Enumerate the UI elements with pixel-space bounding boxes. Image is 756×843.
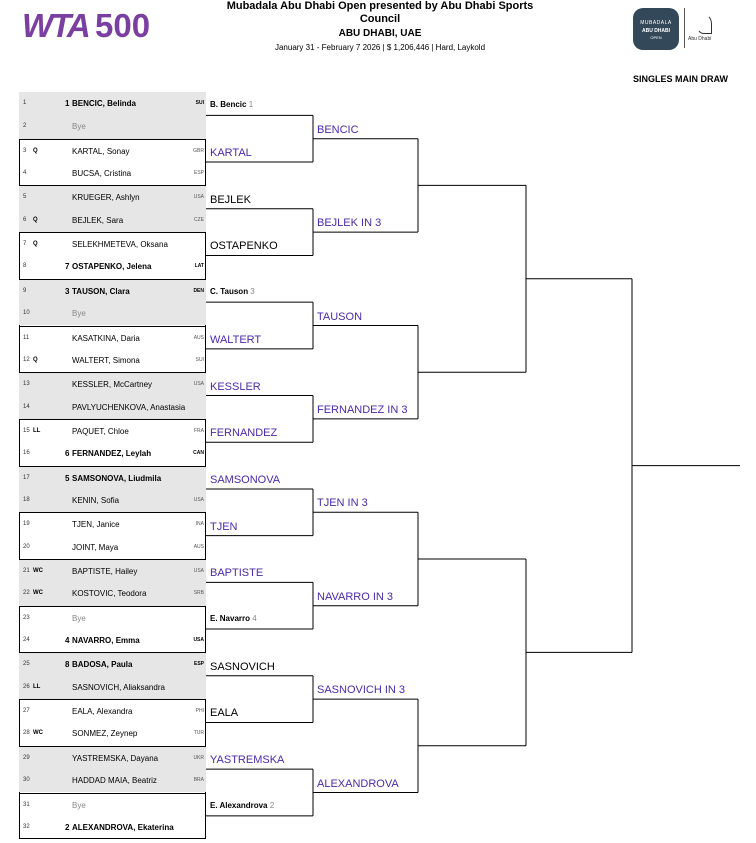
draw-position: 9 [23, 287, 27, 294]
draw-position: 14 [23, 403, 30, 410]
draw-position: 21 [23, 568, 30, 574]
round-2-winner: BENCIC [317, 123, 359, 136]
player-name: SAMSONOVA, Liudmila [72, 473, 162, 483]
entry-status: Q [33, 356, 38, 363]
draw-position: 23 [23, 614, 30, 621]
draw-position: 8 [23, 263, 27, 270]
player-name: BENCIC, Belinda [72, 99, 137, 108]
player-name: SONMEZ, Zeynep [72, 729, 138, 739]
winner-name: KESSLER [210, 380, 261, 393]
winner-seed: 3 [248, 287, 255, 297]
seed-number: 3 [65, 286, 70, 296]
winner-name: BEJLEK [210, 193, 251, 206]
country-code: CZE [194, 216, 204, 223]
winner-name: C. Tauson [210, 287, 249, 297]
player-name: EALA, Alexandra [72, 707, 133, 717]
country-code: USA [193, 496, 204, 503]
entry-status: WC [33, 590, 43, 597]
player-name: KARTAL, Sonay [72, 146, 130, 156]
country-code: DEN [193, 287, 204, 294]
draw-position: 6 [23, 216, 27, 223]
tournament-details: January 31 - February 7 2026 | $ 1,206,446 | Hard, Laykold [274, 43, 486, 52]
player-name: KOSTOVIC, Teodora [72, 589, 147, 599]
draw-position: 12 [23, 356, 30, 363]
country-code: CAN [193, 450, 204, 457]
country-code: USA [193, 568, 204, 574]
draw-position: 20 [23, 543, 30, 550]
player-name: OSTAPENKO, Jelena [72, 262, 152, 272]
player-name: HADDAD MAIA, Beatriz [72, 776, 157, 786]
abu-dhabi-logo-text: Abu Dhabi [688, 36, 712, 42]
round-2-winner: TAUSON [317, 310, 363, 323]
player-name: FERNANDEZ, Leylah [72, 449, 152, 459]
country-code: USA [193, 381, 204, 388]
player-name: Bye [72, 122, 86, 132]
player-name: BUCSA, Cristina [72, 169, 132, 179]
player-name: TAUSON, Clara [72, 286, 130, 296]
player-name: SELEKHMETEVA, Oksana [72, 240, 168, 250]
draw-position: 4 [23, 170, 27, 177]
winner-name: SASNOVICH [210, 660, 275, 673]
winner-name: EALA [210, 707, 239, 720]
country-code: ESP [193, 170, 204, 177]
player-name: ALEXANDROVA, Ekaterina [72, 822, 174, 832]
player-name: BAPTISTE, Hailey [72, 567, 138, 576]
draw-position: 24 [23, 637, 30, 644]
player-name: BEJLEK, Sara [72, 215, 124, 225]
entry-status: Q [33, 147, 38, 154]
winner-name: WALTERT [210, 333, 262, 346]
draw-title: SINGLES MAIN DRAW [632, 74, 728, 84]
draw-position: 10 [23, 310, 30, 317]
player-name: BADOSA, Paula [72, 660, 133, 670]
player-name: KENIN, Sofia [72, 495, 120, 505]
tournament-title: Mubadala Abu Dhabi Open presented by Abu Dhabi Sports Council [226, 0, 534, 25]
draw-position: 16 [23, 450, 30, 457]
country-code: PHI [195, 708, 204, 715]
round-2-winner: ALEXANDROVA [317, 777, 399, 790]
player-name: KESSLER, McCartney [72, 380, 153, 390]
seed-number: 8 [65, 660, 70, 670]
country-code: SUI [195, 356, 204, 363]
entry-status: WC [33, 568, 43, 574]
draw-position: 15 [23, 427, 30, 434]
round-2-winner: FERNANDEZ IN 3 [317, 403, 408, 416]
seed-number: 5 [65, 473, 70, 483]
winner-seed: 2 [267, 800, 275, 810]
winner-name: BAPTISTE [210, 567, 264, 580]
draw-position: 3 [23, 147, 27, 154]
round-2-winner: BEJLEK IN 3 [317, 217, 382, 230]
entry-status: WC [33, 730, 43, 737]
draw-position: 22 [23, 590, 30, 597]
country-code: SRB [193, 590, 204, 597]
tournament-city: ABU DHABI, UAE [338, 28, 422, 39]
entry-status: LL [33, 427, 41, 434]
draw-position: 11 [23, 334, 30, 341]
badge-line-3: OPEN [650, 35, 662, 40]
country-code: UKR [193, 754, 204, 761]
winner-name: YASTREMSKA [210, 754, 285, 767]
player-name: JOINT, Maya [72, 542, 119, 552]
draw-position: 32 [23, 823, 30, 830]
badge-line-2: ABU DHABI [641, 28, 671, 34]
draw-position: 28 [23, 730, 30, 737]
country-code: BRA [193, 777, 204, 784]
winner-seed: 4 [250, 614, 257, 624]
seed-number: 1 [65, 99, 70, 108]
seed-number: 6 [65, 449, 70, 459]
player-name: KRUEGER, Ashlyn [72, 193, 140, 203]
wta-logo-text: WTA [22, 7, 89, 44]
country-code: AUS [193, 543, 204, 550]
player-name: Bye [72, 800, 86, 810]
country-code: ESP [193, 661, 204, 668]
player-name: SASNOVICH, Aliaksandra [72, 682, 165, 692]
winner-name: B. Bencic [210, 100, 247, 110]
country-code: INA [195, 521, 204, 528]
draw-position: 1 [23, 100, 27, 106]
draw-position: 29 [23, 754, 30, 761]
winner-name: SAMSONOVA [210, 473, 281, 486]
draw-position: 19 [23, 521, 30, 528]
draw-position: 17 [23, 474, 30, 481]
player-name: TJEN, Janice [72, 520, 120, 530]
seed-number: 4 [65, 636, 70, 646]
draw-position: 5 [23, 194, 27, 201]
entry-status: Q [33, 216, 38, 223]
winner-name: KARTAL [210, 147, 252, 160]
draw-position: 18 [23, 496, 30, 503]
player-name: Bye [72, 613, 86, 623]
player-name: PAVLYUCHENKOVA, Anastasia [72, 402, 186, 412]
entry-status: LL [33, 683, 41, 690]
country-code: LAT [194, 263, 204, 270]
entry-status: Q [33, 241, 38, 248]
draw-position: 26 [23, 683, 30, 690]
country-code: FRA [194, 427, 204, 434]
draw-position: 2 [23, 123, 27, 130]
player-name: KASATKINA, Daria [72, 333, 140, 343]
winner-name: E. Navarro [210, 614, 251, 624]
winner-name: FERNANDEZ [210, 427, 278, 440]
draw-position: 31 [23, 801, 30, 808]
draw-position: 13 [23, 381, 30, 388]
round-2-winner: TJEN IN 3 [317, 497, 368, 510]
winner-name: TJEN [210, 520, 238, 533]
badge-line-1: MUBADALA [640, 20, 672, 26]
country-code: SUI [195, 100, 204, 106]
country-code: GBR [193, 147, 204, 154]
country-code: AUS [193, 334, 204, 341]
player-name: WALTERT, Simona [72, 355, 140, 365]
winner-seed: 1 [246, 100, 254, 110]
seed-number: 7 [65, 262, 70, 272]
player-name: Bye [72, 309, 86, 319]
draw-position: 27 [23, 708, 30, 715]
round-2-winner: SASNOVICH IN 3 [317, 684, 406, 697]
winner-name: OSTAPENKO [210, 240, 278, 253]
seed-number: 2 [65, 822, 70, 832]
round-2-winner: NAVARRO IN 3 [317, 590, 393, 603]
player-name: YASTREMSKA, Dayana [72, 753, 159, 763]
country-code: USA [193, 637, 204, 644]
country-code: TUR [193, 730, 204, 737]
player-name: NAVARRO, Emma [72, 636, 140, 646]
draw-position: 25 [23, 661, 30, 668]
draw-position: 30 [23, 777, 30, 784]
draw-position: 7 [23, 241, 27, 248]
country-code: USA [193, 194, 204, 201]
winner-name: E. Alexandrova [210, 800, 268, 810]
player-name: PAQUET, Chloe [72, 426, 129, 436]
wta-level-text: 500 [95, 7, 151, 44]
